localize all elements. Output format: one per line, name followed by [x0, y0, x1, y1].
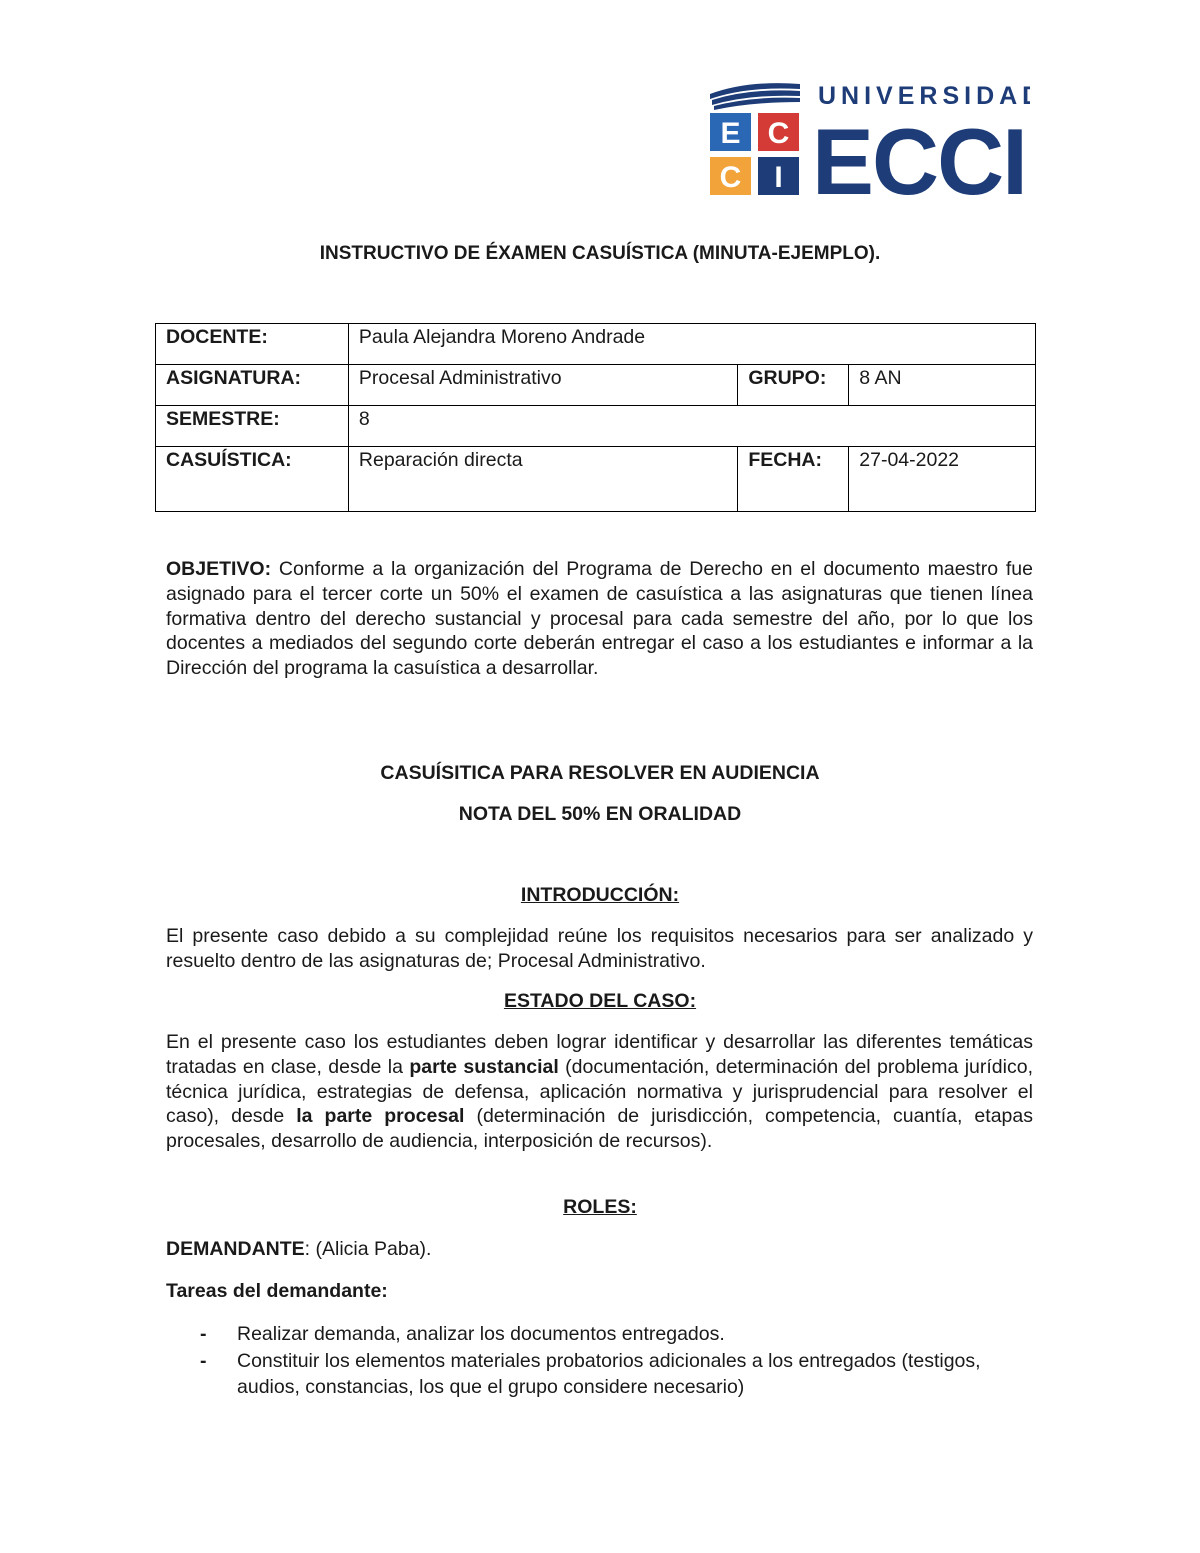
- docente-value: Paula Alejandra Moreno Andrade: [348, 324, 1035, 365]
- logo-word-universidad: UNIVERSIDAD: [818, 82, 1030, 110]
- bullet-dash-icon: -: [200, 1323, 207, 1345]
- semestre-value: 8: [348, 406, 1035, 447]
- heading-nota: NOTA DEL 50% EN ORALIDAD: [458, 803, 742, 825]
- semestre-label: SEMESTRE:: [156, 406, 349, 447]
- casuistica-label: CASUÍSTICA:: [156, 447, 349, 512]
- objetivo-text: Conforme a la organización del Programa de Derecho en el documento maestro fue asignado para el tercer corte un 50% el examen de casuística a las asignaturas que tienen línea formativa dentro del derecho sustancial y procesal para cada semestre del año, por lo que los docentes a mediados del segundo corte deberán entregar el caso a los estudiantes e informar a la Dirección del programa la casuística a desarrollar.: [166, 558, 1033, 680]
- demandante-line: [166, 1238, 431, 1261]
- demandante-label: DEMANDANTE: [166, 1238, 305, 1260]
- table-row-semestre: [156, 406, 1036, 447]
- estado-bold-sustancial: parte sustancial: [409, 1055, 559, 1078]
- objetivo-label: OBJETIVO:: [166, 558, 272, 580]
- asignatura-label: ASIGNATURA:: [156, 365, 349, 406]
- table-row-docente: [156, 324, 1036, 365]
- tarea-text-1: Realizar demanda, analizar los documentos entregados.: [237, 1323, 725, 1345]
- tareas-heading: Tareas del demandante:: [166, 1280, 388, 1302]
- tarea-text-2: Constituir los elementos materiales probatorios adicionales a los entregados (testigos, audios, constancias, los que el grupo considere necesario): [237, 1349, 981, 1398]
- bullet-dash-icon: -: [200, 1349, 207, 1372]
- university-logo: [708, 80, 1030, 198]
- casuistica-value: Reparación directa: [348, 447, 737, 512]
- logo-word-ecci: ECCI: [812, 109, 1026, 198]
- estado-text-3: (determinación de jurisdicción, competencia, cuantía, etapas procesales, desarrollo de audiencia, interposición de recursos).: [166, 1105, 1033, 1153]
- grupo-label: GRUPO:: [738, 365, 849, 406]
- list-item: [200, 1348, 1000, 1401]
- logo-tile-c1: C: [767, 117, 790, 150]
- logo-tile-c2: C: [719, 161, 742, 194]
- heading-audiencia: CASUÍSITICA PARA RESOLVER EN AUDIENCIA: [380, 762, 820, 784]
- estado-bold-procesal: la parte procesal: [296, 1105, 465, 1128]
- objetivo-paragraph: [166, 557, 1033, 681]
- grupo-value: 8 AN: [849, 365, 1036, 406]
- estado-heading: ESTADO DEL CASO:: [503, 990, 697, 1012]
- table-row-asignatura: [156, 365, 1036, 406]
- tareas-list: [200, 1321, 1000, 1401]
- roles-heading: ROLES:: [563, 1196, 637, 1218]
- estado-text-2: (documentación, determinación del problema jurídico, técnica jurídica, estrategias de defensa, aplicación normativa y jurisprudencial para resolver el caso), desde: [166, 1055, 1033, 1128]
- asignatura-value: Procesal Administrativo: [348, 365, 737, 406]
- logo-tile-e: E: [720, 117, 741, 150]
- fecha-value: 27-04-2022: [849, 447, 1036, 512]
- course-info-table: [155, 323, 1036, 512]
- estado-text-1: En el presente caso los estudiantes deben lograr identificar y desarrollar las diferentes temáticas tratadas en clase, desde la: [166, 1031, 1033, 1078]
- introduccion-text: El presente caso debido a su complejidad reúne los requisitos necesarios para ser analizado y resuelto dentro de las asignaturas de; Procesal Administrativo.: [166, 925, 1033, 972]
- introduccion-heading: INTRODUCCIÓN:: [520, 884, 680, 906]
- estado-paragraph: [166, 1030, 1033, 1154]
- docente-label: DOCENTE:: [156, 324, 349, 365]
- table-row-casuistica: [156, 447, 1036, 512]
- list-item: [200, 1321, 1000, 1348]
- fecha-label: FECHA:: [738, 447, 849, 512]
- document-title: INSTRUCTIVO DE ÉXAMEN CASUÍSTICA (MINUTA-EJEMPLO).: [319, 243, 881, 264]
- logo-tile-i: I: [774, 161, 783, 194]
- demandante-value: : (Alicia Paba).: [304, 1238, 432, 1260]
